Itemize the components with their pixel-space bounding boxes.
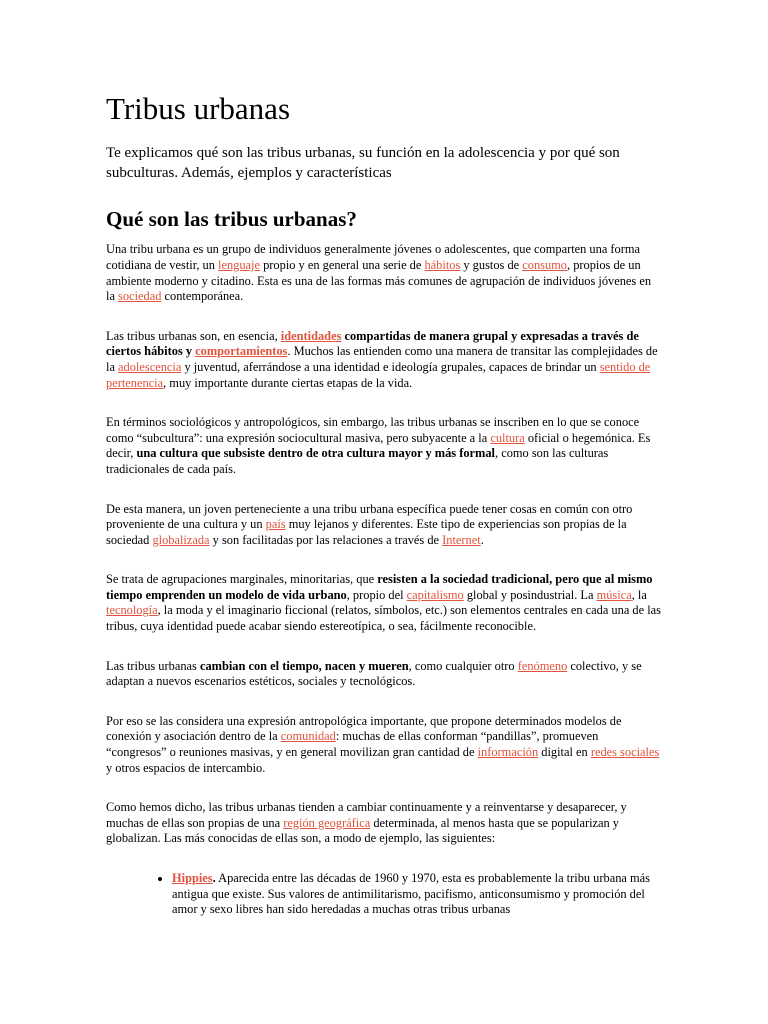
paragraph-5 bbox=[106, 572, 662, 634]
link-pais[interactable]: país bbox=[265, 517, 286, 532]
text: . Muchos las entienden como una manera de transitar las complejidades de la bbox=[106, 344, 658, 374]
text: : muchas de ellas conforman “pandillas”, promueven “congresos” o reuniones masivas, y en general movilizan gran cantidad de bbox=[106, 729, 599, 760]
text: , propio del bbox=[346, 587, 407, 602]
text: Las tribus urbanas son, en esencia, bbox=[106, 328, 281, 343]
link-capitalismo[interactable]: capitalismo bbox=[406, 587, 464, 602]
text: Las tribus urbanas bbox=[106, 658, 200, 673]
link-label: comportamientos bbox=[195, 344, 288, 359]
page-title: Tribus urbanas bbox=[106, 91, 291, 126]
link-label: identidades bbox=[280, 328, 342, 343]
text: , la bbox=[631, 587, 647, 602]
link-hippies[interactable] bbox=[172, 871, 213, 885]
paragraph-1 bbox=[106, 242, 662, 304]
text: colectivo, y se adaptan a nuevos escenarios estéticos, sociales y tecnológicos. bbox=[106, 658, 642, 689]
text: , muy importante durante ciertas etapas de la vida. bbox=[163, 375, 413, 390]
link-identidades[interactable] bbox=[281, 329, 342, 343]
text: y son facilitadas por las relaciones a través de bbox=[209, 532, 443, 547]
link-cultura[interactable]: cultura bbox=[490, 430, 525, 445]
link-sociedad[interactable]: sociedad bbox=[118, 289, 162, 304]
bold-text: una cultura que subsiste dentro de otra cultura mayor y más formal bbox=[136, 446, 495, 461]
link-comportamientos[interactable] bbox=[195, 344, 287, 358]
text: Aparecida entre las décadas de 1960 y 1970, esta es probablemente la tribu urbana más antigua que existe. Sus valores de antimilitarismo, pacifismo, anticonsumismo y promoción del amor y sexo libres han sido heredadas a muchas otras tribus urbanas bbox=[172, 871, 650, 917]
text: propio y en general una serie de bbox=[260, 257, 425, 272]
paragraph-8 bbox=[106, 800, 662, 847]
link-sentido-de-pertenencia[interactable]: sentido de pertenencia bbox=[106, 359, 651, 390]
link-consumo[interactable]: consumo bbox=[522, 257, 567, 272]
text: y juventud, aferrándose a una identidad e ideología grupales, capaces de brindar un bbox=[181, 359, 600, 374]
text: , como cualquier otro bbox=[408, 658, 518, 673]
link-habitos[interactable]: hábitos bbox=[424, 257, 461, 272]
link-globalizada[interactable]: globalizada bbox=[152, 532, 210, 547]
text: contemporánea. bbox=[161, 289, 244, 304]
text: global y posindustrial. La bbox=[463, 587, 597, 602]
paragraph-6 bbox=[106, 659, 662, 690]
link-redes-sociales[interactable]: redes sociales bbox=[590, 745, 660, 760]
link-musica[interactable]: música bbox=[596, 587, 632, 602]
section-heading: Qué son las tribus urbanas? bbox=[106, 207, 357, 232]
bold-text: resisten a la sociedad tradicional, pero que al mismo tiempo emprenden un modelo de vida urbano bbox=[106, 572, 653, 602]
text: , propios de un ambiente moderno y citadino. Esta es una de las formas más comunes de agrupación de individuos jóvenes en la bbox=[106, 257, 652, 304]
text: En términos sociológicos y antropológicos, sin embargo, las tribus urbanas se inscriben en lo que se conoce como “subcultura”: una expresión sociocultural masiva, pero subyacente a la bbox=[106, 415, 640, 445]
text: De esta manera, un joven perteneciente a una tribu urbana específica puede tener cosas en común con otro proveniente de una cultura y un bbox=[106, 501, 633, 532]
text: Una tribu urbana es un grupo de individuos generalmente jóvenes o adolescentes, que comparten una forma cotidiana de vestir, un bbox=[106, 242, 641, 272]
text: y otros espacios de intercambio. bbox=[106, 760, 266, 775]
text: y gustos de bbox=[460, 257, 523, 272]
text: , como son las culturas tradicionales de cada país. bbox=[106, 446, 609, 476]
paragraph-3 bbox=[106, 415, 662, 477]
link-adolescencia[interactable]: adolescencia bbox=[118, 359, 182, 374]
text: Como hemos dicho, las tribus urbanas tienden a cambiar continuamente y a reinventarse y desaparecer, y muchas de ellas son propias de una bbox=[106, 800, 627, 830]
page-subtitle: Te explicamos qué son las tribus urbanas, su función en la adolescencia y por qué son subculturas. Además, ejemplos y características bbox=[106, 145, 620, 182]
bold-text: compartidas de manera grupal y expresadas a través de ciertos hábitos y bbox=[106, 328, 639, 359]
bold-text: . bbox=[212, 871, 216, 885]
link-region-geografica[interactable]: región geográfica bbox=[283, 815, 371, 830]
text: digital en bbox=[538, 745, 591, 760]
text: determinada, al menos hasta que se popularizan y globalizan. Las más conocidas de ellas son, a modo de ejemplo, las siguientes: bbox=[106, 815, 620, 846]
paragraph-7 bbox=[106, 714, 662, 776]
text: Por eso se las considera una expresión antropológica importante, que propone determinados modelos de conexión y asociación dentro de la bbox=[106, 713, 622, 744]
text: muy lejanos y diferentes. Este tipo de experiencias son propias de la sociedad bbox=[106, 517, 627, 547]
text: oficial o hegemónica. Es decir, bbox=[106, 430, 651, 461]
paragraph-4 bbox=[106, 502, 662, 549]
text: , la moda y el imaginario ficcional (relatos, símbolos, etc.) son elementos centrales en cada una de las tribus, cuya identidad puede acabar siendo estereotípica, o sea, fácilmente reconocible. bbox=[106, 603, 661, 634]
link-comunidad[interactable]: comunidad bbox=[280, 729, 336, 744]
link-informacion[interactable]: información bbox=[477, 745, 539, 760]
link-fenomeno[interactable]: fenómeno bbox=[517, 658, 568, 673]
text: Se trata de agrupaciones marginales, minoritarias, que bbox=[106, 572, 378, 587]
bold-text: cambian con el tiempo, nacen y mueren bbox=[199, 658, 409, 673]
link-label: Hippies bbox=[172, 871, 213, 885]
link-internet[interactable]: Internet bbox=[442, 532, 481, 547]
link-tecnologia[interactable]: tecnología bbox=[106, 603, 158, 618]
list-item bbox=[172, 871, 662, 918]
link-lenguaje[interactable]: lenguaje bbox=[218, 257, 261, 272]
tribes-list bbox=[106, 871, 662, 918]
text: . bbox=[480, 532, 484, 547]
paragraph-2 bbox=[106, 329, 662, 391]
